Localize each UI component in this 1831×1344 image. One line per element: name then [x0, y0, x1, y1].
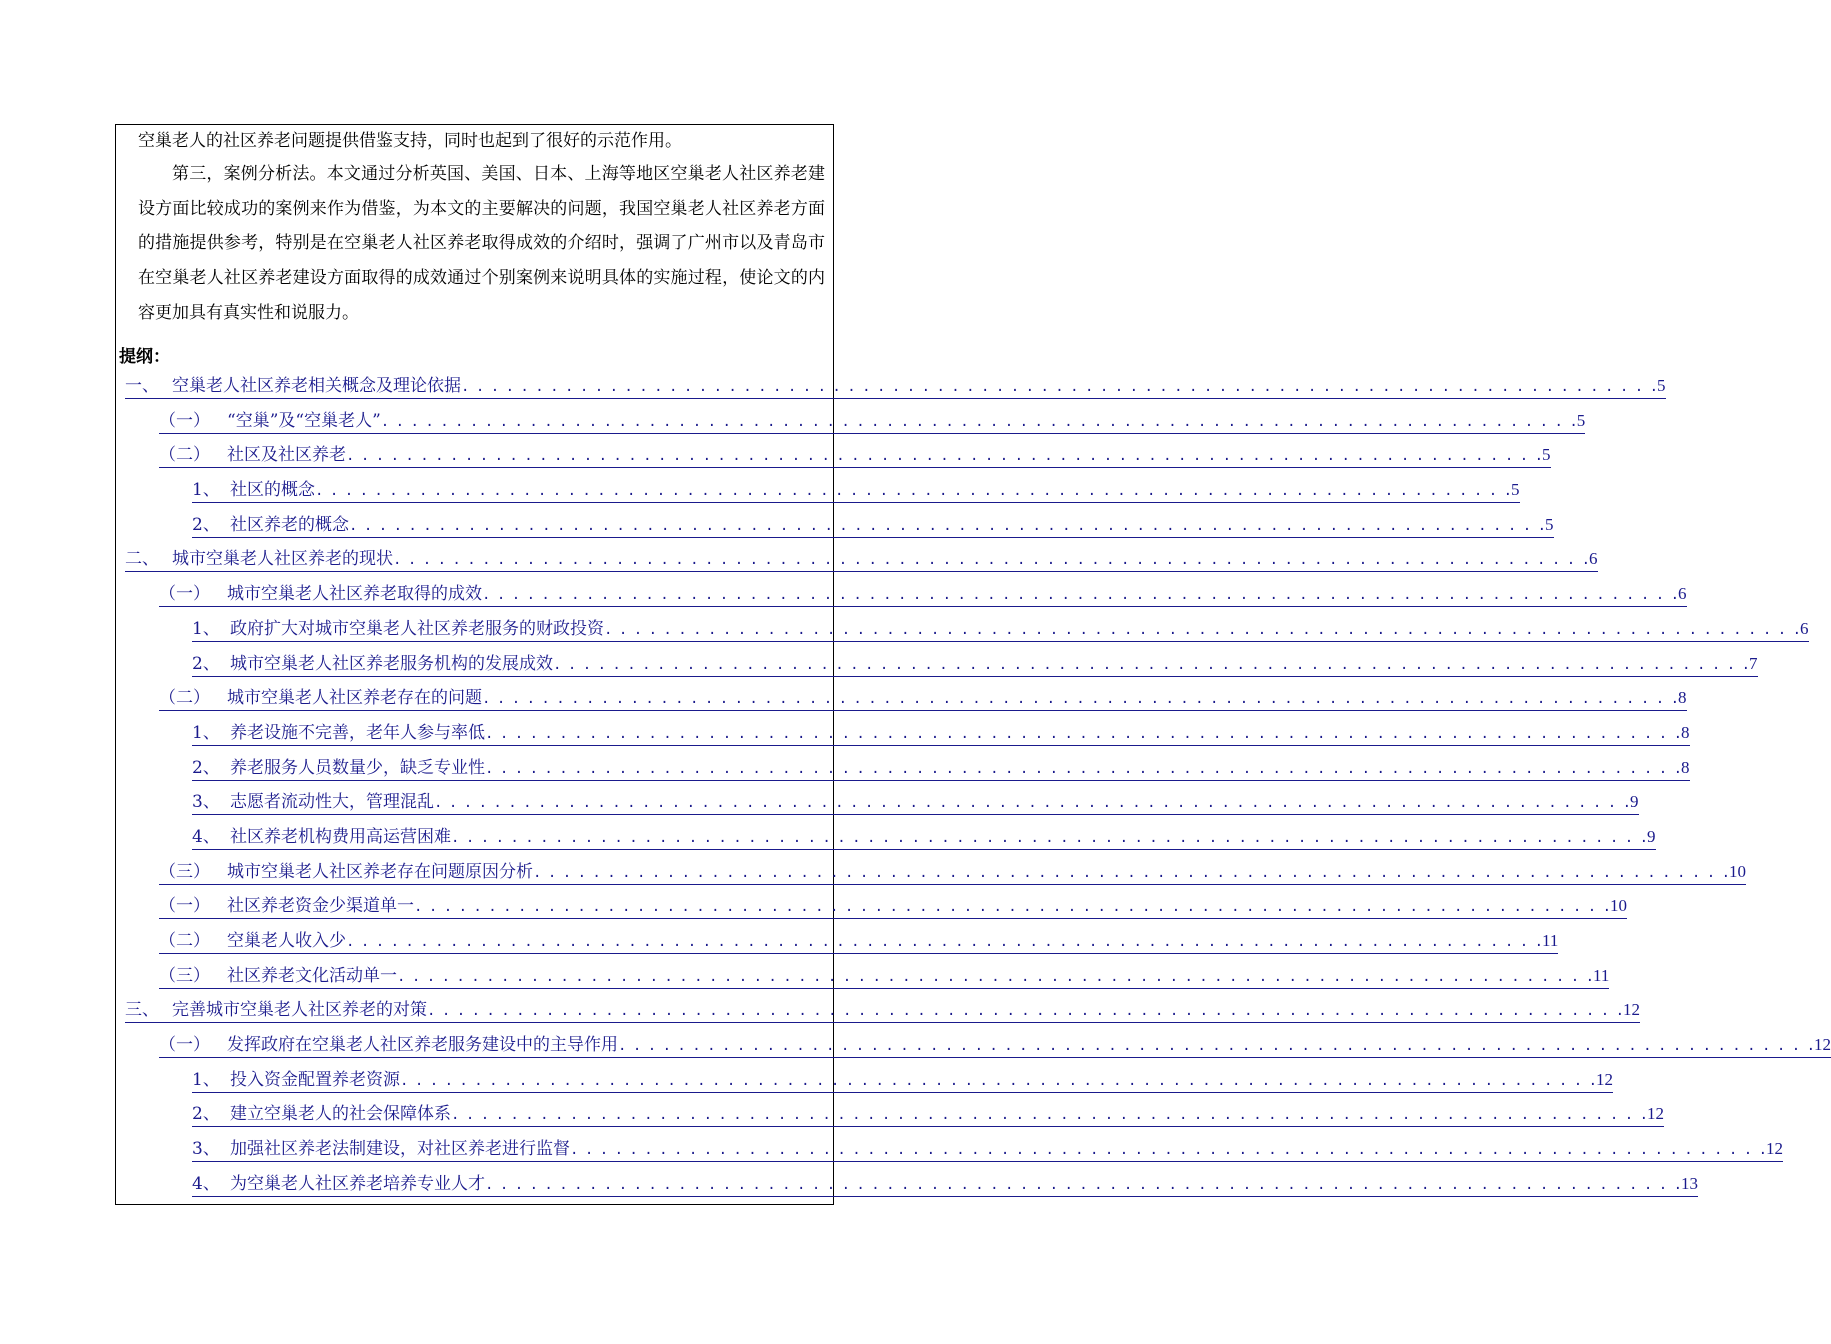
toc-entry[interactable]	[116, 548, 1598, 583]
toc-number: 二、	[125, 549, 159, 570]
paragraph-case-analysis: 第三，案例分析法。本文通过分析英国、美国、日本、上海等地区空巢老人社区养老建设方面比较成功的案例来作为借鉴，为本文的主要解决的问题，我国空巢老人社区养老方面的措施提供参考，特别是在空巢老人社区养老取得成效的介绍时，强调了广州市以及青岛市在空巢老人社区养老建设方面取得的成效通过个别案例来说明具体的实施过程，使论文的内容更加具有真实性和说服力。	[138, 164, 825, 323]
toc-title: 政府扩大对城市空巢老人社区养老服务的财政投资	[230, 618, 604, 639]
toc-page: 6	[1678, 584, 1687, 604]
document-frame	[115, 124, 1831, 1205]
toc-entry[interactable]	[116, 687, 1687, 722]
toc-leader	[451, 827, 1647, 849]
toc-leader	[400, 1070, 1596, 1092]
toc-leader	[434, 792, 1630, 814]
toc-page: 11	[1593, 965, 1610, 985]
toc-title: 建立空巢老人的社会保障体系	[230, 1104, 451, 1125]
toc-page: 9	[1630, 792, 1639, 812]
toc-title: 为空巢老人社区养老培养专业人才	[230, 1173, 485, 1194]
toc-entry[interactable]	[116, 826, 1656, 861]
toc-leader	[346, 445, 1542, 467]
toc-entry[interactable]	[116, 1103, 1665, 1138]
toc-leader	[485, 723, 1681, 745]
toc-number: 2、	[192, 653, 220, 674]
toc-number: 2、	[192, 514, 220, 535]
toc-leader	[393, 549, 1589, 571]
toc-page: 8	[1681, 757, 1690, 777]
toc-number: （一）	[159, 896, 210, 917]
toc-page: 12	[1766, 1139, 1784, 1159]
toc-entry[interactable]	[116, 999, 1641, 1034]
toc-number: 2、	[192, 1104, 220, 1125]
toc-title: 志愿者流动性大，管理混乱	[230, 792, 434, 813]
toc-number: （二）	[159, 688, 210, 709]
toc-number: （一）	[159, 584, 210, 605]
toc-page: 5	[1576, 410, 1586, 430]
toc-entry[interactable]	[116, 479, 1520, 514]
toc-title: 城市空巢老人社区养老存在问题原因分析	[227, 861, 533, 882]
toc-entry[interactable]	[116, 757, 1690, 792]
toc-number: （三）	[159, 861, 210, 882]
toc-leader	[570, 1139, 1766, 1161]
toc-title: 城市空巢老人社区养老服务机构的发展成效	[230, 653, 553, 674]
toc-page: 8	[1678, 688, 1687, 708]
toc-leader	[553, 654, 1749, 676]
toc-page: 10	[1610, 896, 1628, 916]
toc-title: 社区养老资金少渠道单一	[227, 896, 414, 917]
toc-leader	[349, 515, 1545, 537]
toc-entry[interactable]	[116, 375, 1666, 410]
toc-title: 完善城市空巢老人社区养老的对策	[172, 1000, 427, 1021]
toc-number: （一）	[159, 1035, 210, 1056]
toc-number: 1、	[192, 722, 220, 743]
toc-page: 9	[1647, 826, 1656, 846]
toc-number: 1、	[192, 1069, 220, 1090]
toc-page: 6	[1589, 549, 1598, 569]
toc-leader	[451, 1104, 1647, 1126]
toc-entry[interactable]	[116, 444, 1551, 479]
toc-number: 4、	[192, 826, 220, 847]
toc-leader	[604, 619, 1800, 641]
toc-title: 社区养老的概念	[230, 514, 349, 535]
toc-leader	[397, 966, 1593, 988]
toc-title: 社区及社区养老	[227, 445, 346, 466]
toc-entry[interactable]	[116, 895, 1628, 930]
toc-leader	[315, 480, 1511, 502]
toc-title: 空巢老人社区养老相关概念及理论依据	[172, 376, 461, 396]
toc-number: 2、	[192, 757, 220, 778]
toc-title: 社区养老文化活动单一	[227, 965, 397, 986]
toc-entry[interactable]	[116, 410, 1586, 445]
toc-leader	[482, 584, 1678, 606]
toc-entry[interactable]	[116, 653, 1758, 688]
toc-entry[interactable]	[116, 965, 1610, 1000]
toc-leader	[485, 758, 1681, 780]
toc-entry[interactable]	[116, 722, 1690, 757]
toc-page: 8	[1681, 722, 1690, 742]
toc-title: 城市空巢老人社区养老取得的成效	[227, 584, 482, 605]
toc-page: 12	[1596, 1069, 1614, 1089]
toc-page: 12	[1623, 1000, 1641, 1020]
toc-page: 5	[1511, 480, 1520, 500]
toc-leader	[533, 862, 1729, 884]
toc-page: 11	[1542, 931, 1559, 950]
toc-title: 城市空巢老人社区养老存在的问题	[227, 688, 482, 709]
toc-title: 养老设施不完善，老年人参与率低	[230, 722, 485, 743]
toc-number: （三）	[159, 965, 210, 986]
toc-entry[interactable]	[116, 583, 1687, 618]
toc-page: 12	[1814, 1035, 1831, 1055]
toc-title: 社区养老机构费用高运营困难	[230, 826, 451, 847]
toc-leader	[427, 1000, 1623, 1022]
toc-entry[interactable]	[116, 791, 1639, 826]
toc-title: 发挥政府在空巢老人社区养老服务建设中的主导作用	[227, 1035, 618, 1056]
toc-leader	[461, 376, 1657, 398]
toc-leader	[346, 931, 1542, 953]
toc-number: （二）	[159, 931, 210, 951]
toc-number: 一、	[125, 376, 159, 396]
toc-title: 城市空巢老人社区养老的现状	[172, 549, 393, 570]
toc-number: 4、	[192, 1173, 220, 1194]
toc-leader	[618, 1035, 1814, 1057]
toc-page: 6	[1800, 618, 1809, 638]
toc-entry[interactable]	[116, 1034, 1831, 1069]
paragraph-continuation: 空巢老人的社区养老问题提供借鉴支持，同时也起到了很好的示范作用。	[138, 131, 682, 151]
toc-entry[interactable]	[116, 1069, 1614, 1104]
toc-page: 5	[1542, 445, 1551, 465]
toc-number: 3、	[192, 1139, 220, 1160]
toc-page: 12	[1647, 1104, 1665, 1124]
toc-leader	[414, 896, 1610, 918]
toc-entry[interactable]	[116, 1138, 1784, 1173]
toc-number: 1、	[192, 618, 220, 639]
toc-title: 投入资金配置养老资源	[230, 1069, 400, 1090]
toc-number: 1、	[192, 480, 220, 501]
table-of-contents	[116, 375, 1831, 1208]
toc-title: 空巢老人收入少	[227, 931, 346, 951]
toc-entry[interactable]	[116, 1173, 1699, 1208]
toc-title: 养老服务人员数量少，缺乏专业性	[230, 757, 485, 778]
toc-leader	[485, 1174, 1681, 1196]
toc-entry[interactable]	[116, 930, 1559, 965]
toc-entry[interactable]	[116, 514, 1554, 549]
toc-title: 社区的概念	[230, 480, 315, 501]
toc-leader	[482, 688, 1678, 710]
toc-title: “空巢”及“空巢老人”	[227, 410, 381, 431]
toc-leader	[381, 411, 1577, 433]
toc-number: （一）	[159, 410, 210, 431]
toc-title: 加强社区养老法制建设，对社区养老进行监督	[230, 1139, 570, 1160]
toc-number: （二）	[159, 445, 210, 466]
toc-page: 7	[1749, 653, 1758, 673]
toc-entry[interactable]	[116, 618, 1809, 653]
toc-page: 10	[1729, 861, 1747, 881]
outline-heading: 提纲：	[119, 347, 170, 367]
toc-page: 13	[1681, 1173, 1699, 1193]
toc-page: 5	[1545, 514, 1554, 534]
toc-page: 5	[1657, 376, 1666, 395]
toc-number: 三、	[125, 1000, 159, 1021]
toc-entry[interactable]	[116, 861, 1747, 896]
toc-number: 3、	[192, 792, 220, 813]
